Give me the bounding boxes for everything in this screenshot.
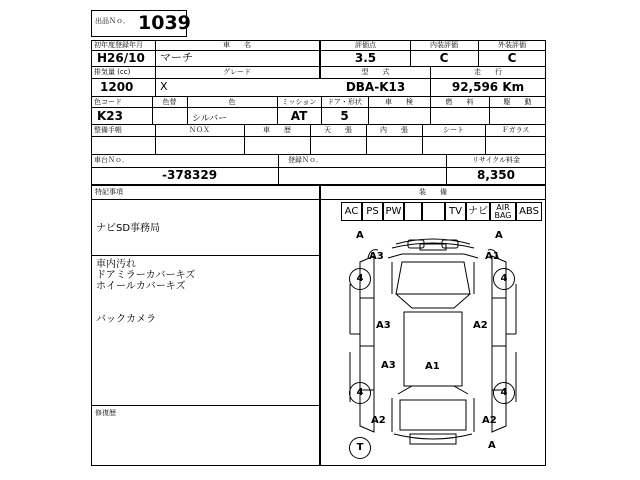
seat-label: シート xyxy=(443,126,464,134)
first-registration-label: 初年度登録年月 xyxy=(94,41,143,49)
mission: AT xyxy=(290,109,308,123)
interior-trim-label: 内 張 xyxy=(380,126,408,134)
mark-a2-bottom-right: A2 xyxy=(482,415,497,426)
score-label: 評価点 xyxy=(355,41,376,49)
note-line: ナビSD事務局 xyxy=(96,223,161,234)
mark-a1-top: A1 xyxy=(485,251,500,262)
mark-front-right: A xyxy=(495,230,503,241)
mark-front-left: A xyxy=(356,230,364,241)
model-code: DBA-K13 xyxy=(345,80,406,94)
equipment-ac: AC xyxy=(341,202,362,221)
color-code: K23 xyxy=(97,109,123,123)
color-code-label: 色コード xyxy=(94,98,122,106)
lot-number: 1039 xyxy=(138,12,191,34)
front-glass-label: Ｆガラス xyxy=(501,126,530,134)
mark-a2-right: A2 xyxy=(473,320,488,331)
mark-a3-top: A3 xyxy=(369,251,384,262)
exterior-grade: C xyxy=(507,51,517,65)
car-name-label: 車 名 xyxy=(223,41,251,49)
airbag-line-1: AIR xyxy=(496,203,510,212)
maintenance-record-label: 整備手帳 xyxy=(94,126,122,134)
recycle-fee: 8,350 xyxy=(477,168,515,182)
damage-notes: 車内汚れ ドアミラーカバーキズ ホイールカバーキズ xyxy=(96,259,196,292)
mark-a3-low: A3 xyxy=(381,360,396,371)
headliner-label: 天 張 xyxy=(324,126,352,134)
tire-front-left: 4 xyxy=(349,268,371,290)
interior-grade-label: 内装評価 xyxy=(430,41,458,49)
car-body-diagram xyxy=(320,222,546,466)
mileage: 92,596 Km xyxy=(451,80,525,94)
equipment-label: 装 備 xyxy=(419,188,447,196)
fuel-label: 燃 料 xyxy=(445,98,474,106)
mark-rear-right: A xyxy=(488,440,496,451)
doors-label: ドア・形状 xyxy=(327,98,362,106)
mileage-label: 走 行 xyxy=(474,68,502,76)
color: シルバー xyxy=(192,114,228,124)
special-notes-label: 特記事項 xyxy=(95,188,123,196)
equipment-blank-2 xyxy=(422,202,445,221)
mark-a1-center: A1 xyxy=(425,361,440,372)
model-code-label: 型 式 xyxy=(361,68,390,76)
lot-number-label: 出品Ｎｏ． xyxy=(95,17,130,25)
note-option: バックカメラ xyxy=(96,314,156,325)
displacement: 1200 xyxy=(100,80,134,94)
exterior-grade-label: 外装評価 xyxy=(498,41,526,49)
grade: X xyxy=(160,80,168,93)
airbag-line-2: BAG xyxy=(494,211,512,220)
inspection-label: 車 検 xyxy=(385,98,413,106)
mark-a3-left: A3 xyxy=(376,320,391,331)
tire-rear-left: 4 xyxy=(349,382,371,404)
equipment-abs: ABS xyxy=(516,202,542,221)
color-label: 色 xyxy=(228,98,236,106)
equipment-pw: PW xyxy=(383,202,404,221)
mark-a2-bottom-left: A2 xyxy=(371,415,386,426)
drive-label: 駆 動 xyxy=(503,98,532,106)
registration-number-label: 登録Ｎｏ． xyxy=(288,156,323,164)
equipment-navi: ナビ xyxy=(466,202,490,221)
tire-front-right: 4 xyxy=(493,268,515,290)
tire-rear-right: 4 xyxy=(493,382,515,404)
equipment-ps: PS xyxy=(362,202,383,221)
chassis-number-label: 車台Ｎｏ． xyxy=(94,156,129,164)
score: 3.5 xyxy=(354,51,377,65)
equipment-airbag xyxy=(490,202,516,221)
doors: 5 xyxy=(340,109,349,123)
equipment-tv: TV xyxy=(445,202,466,221)
repair-history-label: 修復歴 xyxy=(95,409,116,417)
mission-label: ミッション xyxy=(281,98,317,106)
displacement-label: 排気量 (cc) xyxy=(94,68,131,76)
grade-label: グレード xyxy=(223,68,251,76)
first-registration: H26/10 xyxy=(97,51,145,65)
spare-tire: T xyxy=(349,437,371,459)
chassis-number: -378329 xyxy=(162,168,218,182)
color-change-label: 色替 xyxy=(162,98,177,106)
nox-label: ＮＯＸ xyxy=(189,126,210,134)
recycle-fee-label: リサイクル料金 xyxy=(471,156,521,164)
vehicle-history-label: 車 歴 xyxy=(263,126,291,134)
equipment-blank-1 xyxy=(404,202,422,221)
interior-grade: C xyxy=(439,51,449,65)
car-name: マーチ xyxy=(160,51,193,64)
